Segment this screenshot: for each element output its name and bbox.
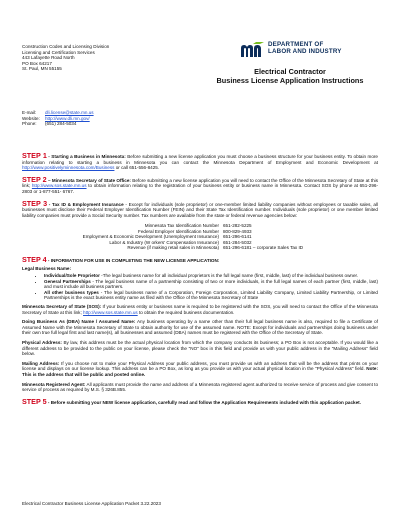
dli-logo bbox=[240, 42, 342, 59]
step-2: STEP 2 – Minnesota Secretary of State Office: Before submitting a new license application you will need to contact the Office of the Minnesota Secretary of State at this link; http://www.sos.state.mn.us to obtain information relating to the registration of your business entity or business name in Minnesota. Contact SOS by phone at 651-296-2803 or 1-877-551- 6767. bbox=[22, 174, 378, 194]
step-heading: STEP 5 bbox=[22, 396, 47, 406]
step-3: STEP 3 - Tax ID & Employment Insurance - Except for individuals (sole proprietor) or one-member limited liability companies without employees or taxable sales, all businesses must disclose their Federal Employer Identification Number (FEIN) and their State Tax Identification number. Individuals (sole proprietor) or one member limited liability companies must provide a Social Security number. Tax numbers are available from the state or federal revenue agencies below: Minnesota Tax Identification Number 651-282-5225 Federal Employer Identification Number 800-829-4933 Employment & Economic Development (Unemployment Insurance) 651-296-6141 Labor & Industry (W orkers' Compensation Insurance) 651-284-5032 Revenue (if making retail sales in Minnesota) 651-296-6181 – corporate Sales Tax ID bbox=[22, 198, 378, 251]
contact-block bbox=[22, 110, 94, 127]
list-item: • Individual/Sole Proprietor -The legal business name for all individual proprietors is the full legal name (first, middle, last) of the individual business owner. bbox=[44, 273, 378, 279]
list-item: • All other business types - The legal business name of a Corporation, Foreign Corporation, Limited Liability Company, Limited Liability Partnership, or Limited Partnerships is the exact business entity name as filed with the Office of the Minnesota Secretary of State bbox=[44, 290, 378, 301]
address-line: Construction Codes and Licensing Division bbox=[22, 44, 110, 49]
dba-paragraph: Doing Business As (DBA) Name / Assumed Name: Any business operating by a name other than their full legal business name is also, required to file a Certificate of Assumed Name with the Minnesota Secretary of State to obtain authority for use of the assumed name. NOTE: Except for individuals and partnerships doing business under their own true full legal first and last name(s), all businesses and assumed (DBA) names must be registered with the Office of the Secretary of State. bbox=[22, 319, 378, 336]
mn-logo-icon bbox=[240, 42, 264, 59]
table-row: Employment & Economic Development (Unemployment Insurance) 651-296-6141 bbox=[82, 234, 252, 240]
legal-name-heading: Legal Business Name: bbox=[22, 266, 72, 272]
instructions-body bbox=[22, 153, 378, 405]
phone-label: Phone: bbox=[22, 121, 37, 127]
step-heading: STEP 4 bbox=[22, 254, 47, 264]
email-label: E-mail: bbox=[22, 110, 37, 115]
table-row: Revenue (if making retail sales in Minnesota) 651-296-6181 – corporate Sales Tax ID bbox=[127, 245, 304, 251]
list-item: • General Partnerships - The legal business name of a partnership consisting of two or more individuals, is the full legal names of each partner (first, middle, last) and must include all business partners. bbox=[44, 279, 378, 290]
table-row: Federal Employer Identification Number 800-829-4933 bbox=[138, 228, 252, 234]
address-line: PO Box 64217 bbox=[22, 60, 52, 66]
table-row: Labor & Industry (W orkers' Compensation Insurance) 651-284-5032 bbox=[109, 239, 252, 245]
website-label: Website: bbox=[22, 115, 40, 121]
step-4: STEP 4 - INFORMATION FOR USE IN COMPLETING THE NEW LICENSE APPLICATION: Legal Business Name: • Individual/Sole Proprietor -The legal business name for all individual proprietors is the full legal name (first, middle, last) of the individual business owner. • General Partnerships - The legal business name of a partnership consisting of two or more individuals, is the full legal names of each partner (first, middle, last) and must include all business partners. • All other business types - The legal business name of a Corporation, Foreign Corporation, Limited Liability Company, Limited Liability Partnership, or Limited Partnerships is the exact business entity name as filed with the Office of the Minnesota Secretary of State Minnesota Secretary of State (SOS): If your business entity or business name is required to be registered with the SOS, you will need to contact the Office of the Minnesota Secretary of State at this link; http://www.sos.state.mn.us to obtain the required business documentation. Doing Business As (DBA) Name / Assumed Name: Any business operating by a name other than their full legal business name is also, required to file a Certificate of Assumed Name with the Minnesota Secretary of State to obtain authority for use of the assumed name. NOTE: Except for individuals and partnerships doing business under their own true full legal first and last name(s), all businesses and assumed (DBA) names must be registered with the Office of the Secretary of State. Physical Address: By law, this address must be the actual physical location from which the company conducts its business; a PO Box is not acceptable. If you would like a different address to be provided to the public on your license, please check the "NO" box in this field and provide us with your public address in the "Mailing Address" field below. Mailing Address: If you choose not to make your Physical Address your public address, you must provide us with an address that will be the address that prints on your license and displays on our license lookup. This address can be a PO Box, as long as you provide us with your actual physical location in the "Physical Address" field. Note: This is the address that will be public and posted online. Minnesota Registered Agent: All applicants must provide the name and address of a Minnesota registered agent authorized to receive service of process and give consent to service of process as required by M.S. § 326B.855. bbox=[22, 257, 378, 393]
page-footer: Electrical Contractor Business License Application Packet 3.22.2023 bbox=[22, 501, 161, 506]
registered-agent-paragraph: Minnesota Registered Agent: All applicants must provide the name and address of a Minnesota registered agent authorized to receive service of process and give consent to service of process as required by M.S. § 326B.855. bbox=[22, 381, 378, 393]
legal-name-list bbox=[22, 273, 378, 301]
sos-link[interactable]: http://www.sos.state.mn.us bbox=[31, 183, 87, 189]
deed-link[interactable]: http://www.positivelyminnesota.com/Business bbox=[22, 165, 115, 171]
sos-link[interactable]: http://www.sos.state.mn.us bbox=[83, 309, 138, 315]
sos-paragraph: Minnesota Secretary of State (SOS): If your business entity or business name is required to be registered with the SOS, you will need to contact the Office of the Minnesota Secretary of State at this link; http://www.sos.state.mn.us to obtain the required business documentation. bbox=[22, 304, 378, 315]
step-heading: STEP 1 bbox=[22, 151, 47, 160]
step-1: STEP 1 - Starting a Business in Minnesota: Before submitting a new license application you must choose a business structure for your business entity. To obtain more information relating to starting a business in Minnesota you can contact the Minnesota Department of Employment and Economic Development at http://www.positivelyminnesota.com/Business or call 651-556-8425. bbox=[22, 151, 378, 171]
physical-address-paragraph: Physical Address: By law, this address must be the actual physical location from which the company conducts its business; a PO Box is not acceptable. If you would like a different address to be provided to the public on your license, please check the "NO" box in this field and provide us with your public address in the "Mailing Address" field below. bbox=[22, 339, 379, 357]
email-link[interactable]: dli.license@state.mn.us bbox=[45, 110, 94, 115]
logo-line-2: LABOR AND INDUSTRY bbox=[268, 47, 342, 55]
step-heading: STEP 2 bbox=[22, 174, 47, 184]
step-heading: STEP 3 bbox=[22, 198, 48, 208]
phone-number: (651) 284-5034 bbox=[45, 121, 77, 127]
website-link[interactable]: http://www.dli.mn.gov/ bbox=[45, 115, 90, 121]
address-line: 443 Lafayette Road North bbox=[22, 55, 75, 61]
address-line: St. Paul, MN 55155 bbox=[22, 66, 62, 72]
agency-address bbox=[22, 44, 109, 72]
mailing-address-paragraph: Mailing Address: If you choose not to make your Physical Address your public address, you must provide us with an address that will be the address that prints on your license and displays on our license lookup. This address can be a PO Box, as long as you provide us with your actual physical location in the "Physical Address" field. Note: This is the address that will be public and posted online. bbox=[22, 360, 378, 377]
tax-number-table bbox=[22, 223, 378, 251]
address-line: Licensing and Certification Services bbox=[22, 49, 95, 55]
logo-line-1: DEPARTMENT OF bbox=[268, 41, 324, 48]
table-row: Minnesota Tax Identification Number 651-282-5225 bbox=[144, 223, 252, 229]
page-title: Electrical Contractor Business License Application Instructions bbox=[216, 67, 364, 85]
step-5: STEP 5 - Before submitting your NEW license application, carefully read and follow the Application Requirements included with this application packet. bbox=[22, 396, 361, 406]
